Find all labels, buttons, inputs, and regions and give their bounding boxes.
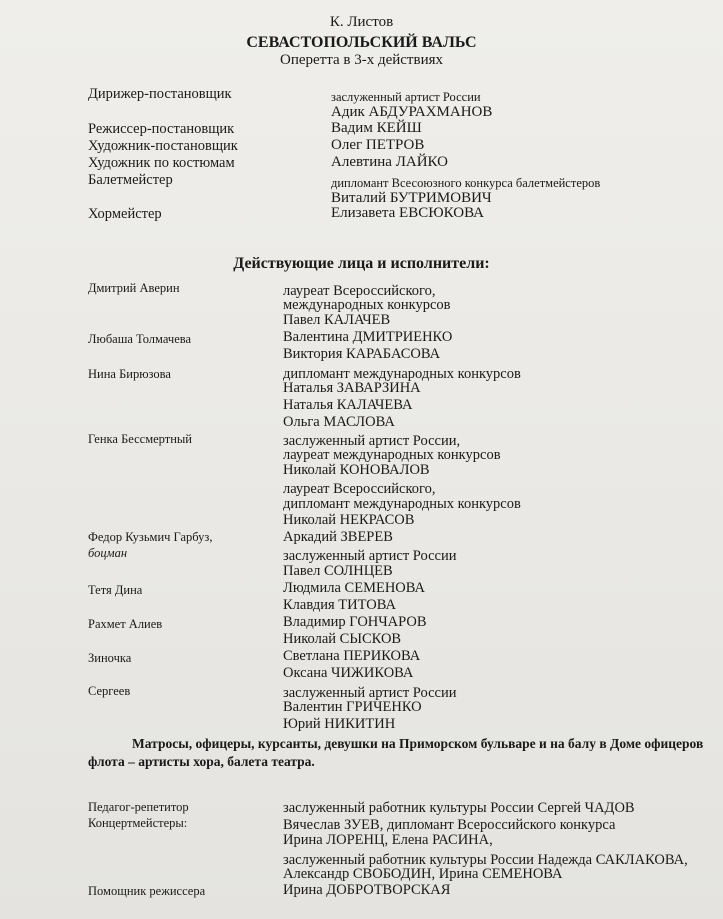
cast-role: Любаша Толмачева <box>88 332 192 346</box>
staff-line: Ирина ДОБРОТВОРСКАЯ <box>283 882 451 898</box>
cast-actor: Людмила СЕМЕНОВА <box>283 580 425 596</box>
cast-role: Зиночка <box>88 651 132 665</box>
cast-role: Рахмет Алиев <box>88 617 163 631</box>
cast-actor: Павел СОЛНЦЕВ <box>283 563 393 579</box>
crew-role: Хормейстер <box>88 206 162 222</box>
cast-role: Дмитрий Аверин <box>88 281 180 295</box>
cast-actor: Аркадий ЗВЕРЕВ <box>283 529 393 545</box>
cast-role-note: боцман <box>88 546 128 560</box>
cast-title: дипломант международных конкурсов <box>283 366 521 382</box>
cast-role: Нина Бирюзова <box>88 367 171 381</box>
cast-actor: Наталья ЗАВАРЗИНА <box>283 380 421 396</box>
cast-role: Генка Бессмертный <box>88 432 192 446</box>
cast-actor: Ольга МАСЛОВА <box>283 414 395 430</box>
cast-actor: Юрий НИКИТИН <box>283 716 396 732</box>
cast-role: Федор Кузьмич Гарбуз, <box>88 530 213 544</box>
author: К. Листов <box>329 14 394 30</box>
staff-line: заслуженный работник культуры России Сергей ЧАДОВ <box>283 800 635 816</box>
title: СЕВАСТОПОЛЬСКИЙ ВАЛЬС <box>246 34 477 51</box>
cast-role: Сергеев <box>88 684 131 698</box>
cast-title: заслуженный артист России, <box>283 433 461 449</box>
crew-title: дипломант Всесоюзного конкурса балетмейстеров <box>331 176 601 190</box>
cast-title: лауреат международных конкурсов <box>283 447 501 463</box>
cast-heading: Действующие лица и исполнители: <box>233 255 490 272</box>
cast-role: Тетя Дина <box>88 583 143 597</box>
cast-actor: Павел КАЛАЧЕВ <box>283 312 391 328</box>
cast-actor: Светлана ПЕРИКОВА <box>283 648 421 664</box>
crew-role: Балетмейстер <box>88 172 173 188</box>
subtitle: Оперетта в 3-х действиях <box>280 52 443 68</box>
crew-title: заслуженный артист России <box>331 90 481 104</box>
cast-actor: Валентин ГРИЧЕНКО <box>283 699 422 715</box>
cast-actor: Владимир ГОНЧАРОВ <box>283 614 427 630</box>
staff-line: Ирина ЛОРЕНЦ, Елена РАСИНА, <box>283 832 493 848</box>
cast-title: заслуженный артист России <box>283 685 457 701</box>
crew-role: Дирижер-постановщик <box>88 86 232 102</box>
crew-person: Олег ПЕТРОВ <box>331 137 425 153</box>
crew-person: Елизавета ЕВСЮКОВА <box>331 205 485 221</box>
cast-actor: Клавдия ТИТОВА <box>283 597 396 613</box>
staff-role: Педагог-репетитор <box>88 800 189 814</box>
cast-actor: Валентина ДМИТРИЕНКО <box>283 329 453 345</box>
cast-actor: Оксана ЧИЖИКОВА <box>283 665 414 681</box>
cast-title: дипломант международных конкурсов <box>283 496 521 512</box>
cast-title: лауреат Всероссийского, <box>283 283 436 299</box>
crew-role: Художник-постановщик <box>88 138 238 154</box>
ensemble-line-1: Матросы, офицеры, курсанты, девушки на Приморском бульваре и на балу в Доме офицеров <box>132 736 704 751</box>
ensemble-line-2: флота – артисты хора, балета театра. <box>88 754 315 769</box>
staff-role: Концертмейстеры: <box>88 816 188 830</box>
staff-line: заслуженный работник культуры России Надежда САКЛАКОВА, <box>283 852 688 868</box>
cast-actor: Наталья КАЛАЧЕВА <box>283 397 413 413</box>
cast-title: заслуженный артист России <box>283 548 457 564</box>
staff-line: Вячеслав ЗУЕВ, дипломант Всероссийского конкурса <box>283 817 616 833</box>
crew-person: Виталий БУТРИМОВИЧ <box>331 190 492 206</box>
cast-actor: Николай СЫСКОВ <box>283 631 402 647</box>
cast-actor: Николай КОНОВАЛОВ <box>283 462 430 478</box>
crew-person: Вадим КЕЙШ <box>331 120 422 136</box>
staff-role: Помощник режиссера <box>88 884 206 898</box>
cast-actor: Виктория КАРАБАСОВА <box>283 346 441 362</box>
cast-actor: Николай НЕКРАСОВ <box>283 512 415 528</box>
cast-title: международных конкурсов <box>283 297 451 313</box>
crew-role: Художник по костюмам <box>88 155 235 171</box>
crew-person: Алевтина ЛАЙКО <box>331 154 449 170</box>
cast-title: лауреат Всероссийского, <box>283 481 436 497</box>
crew-person: Адик АБДУРАХМАНОВ <box>331 104 493 120</box>
staff-line: Александр СВОБОДИН, Ирина СЕМЕНОВА <box>283 866 563 882</box>
crew-role: Режиссер-постановщик <box>88 121 235 137</box>
